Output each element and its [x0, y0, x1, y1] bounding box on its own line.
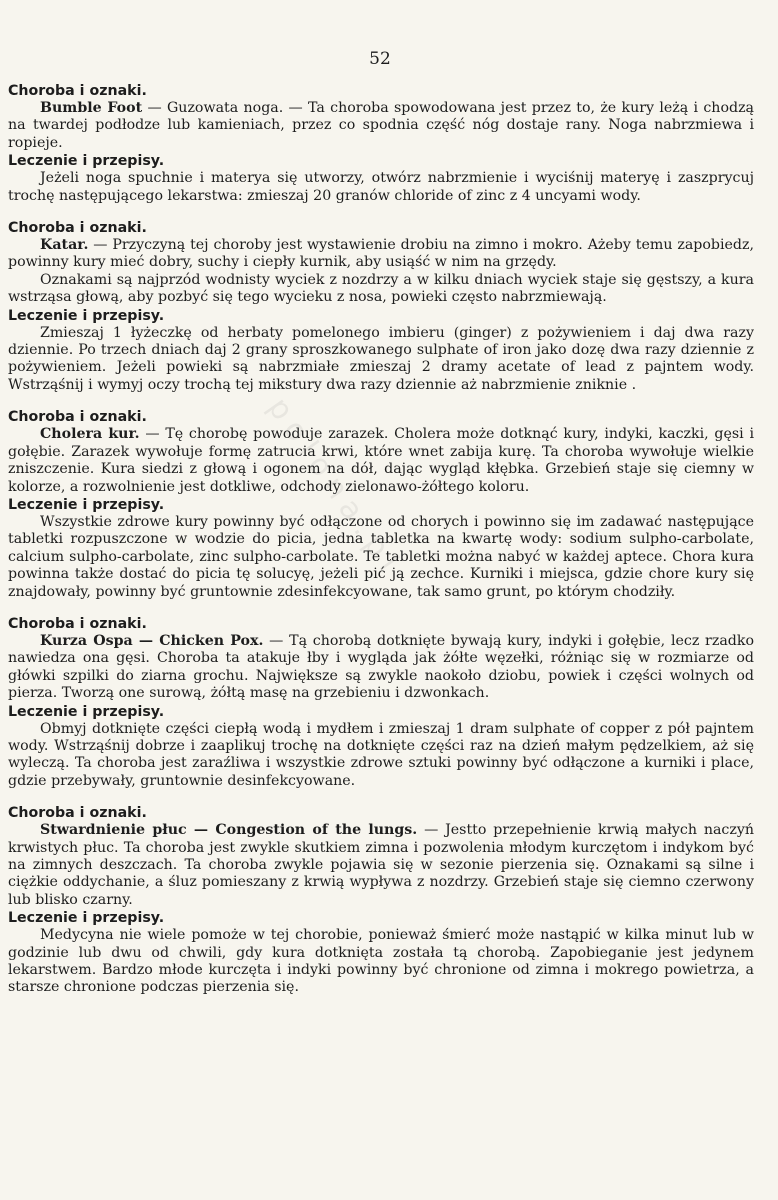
symptoms-paragraph: [8, 100, 754, 152]
page-body: [8, 82, 754, 1011]
page-number: 52: [369, 49, 391, 69]
paragraph-text: Oznakami są najprzód wodnisty wyciek z nozdrzy a w kilku dniach wyciek staje się gęstszy, a kura wstrząsa głową, aby pozbyć się tego wycieku z nosa, powieki często nabrzmiewają.: [8, 271, 754, 306]
disease-section: [8, 408, 754, 601]
disease-name: Stwardnienie płuc — Congestion of the lungs.: [40, 822, 418, 839]
disease-name: Bumble Foot: [40, 100, 143, 116]
section-heading: Choroba i oznaki.: [8, 409, 147, 426]
disease-section: [8, 804, 754, 997]
symptoms-paragraph: [8, 272, 754, 307]
paragraph-text: — Guzowata noga. — Ta choroba spowodowana jest przez to, że kury leżą i chodzą na twardej podłodze lub kamieniach, przez co spodnia część nóg dostaje rany. Noga nabrzmiewa i ropieje.: [8, 100, 755, 151]
paragraph-text: — Jestto przepełnienie krwią małych naczyń krwistych płuc. Ta choroba jest zwykle skutkiem zimna i pozwolenia młodym kurczętom i indykom być na zimnych deszczach. Ta choroba zwykle pojawia się w sezonie pierzenia się. Oznakami są silne i ciężkie oddychanie, a śluz pomieszany z krwią wypływa z nozdrzy. Grzebień staje się ciemno czerwony lub blisko czarny.: [8, 822, 754, 908]
symptoms-paragraph: [8, 633, 754, 703]
treatment-heading: Leczenie i przepisy.: [8, 703, 165, 720]
treatment-paragraph: Obmyj dotknięte części ciepłą wodą i mydłem i zmieszaj 1 dram sulphate of copper z pół pajntem wody. Wstrząśnij dobrze i zaaplikuj trochę na dotknięte części raz na dzień małym pędzelkiem, aż się wyleczą. Ta choroba jest zaraźliwa i wszystkie zdrowe sztuki powinny być odłączone a kurniki i place, gdzie przebywały, gruntownie desinfekcyowane.: [8, 720, 754, 789]
disease-name: Katar.: [40, 237, 89, 254]
treatment-heading: Leczenie i przepisy.: [8, 153, 165, 170]
disease-section: [8, 615, 754, 790]
symptoms-paragraph: [8, 822, 754, 909]
symptoms-paragraph: [8, 426, 754, 496]
disease-section: [8, 219, 754, 394]
paragraph-text: — Tę chorobę powoduje zarazek. Cholera może dotknąć kury, indyki, kaczki, gęsi i gołębie. Zarazek wywołuje formę zatrucia krwi, które wnet zabija kurę. Ta choroba wywołuje wielkie zniszczenie. Kura siedzi z głową i ogonem na dół, dając wygląd kłębka. Grzebień staje się ciemny w kolorze, a rozwolnienie jest dotkliwe, odchody zielonawo-żółtego koloru.: [8, 426, 754, 495]
section-heading: Choroba i oznaki.: [8, 805, 147, 822]
section-heading: Choroba i oznaki.: [8, 220, 147, 237]
treatment-paragraph: Zmieszaj 1 łyżeczkę od herbaty pomelonego imbieru (ginger) z pożywieniem i daj dwa razy dziennie. Po trzech dniach daj 2 grany sproszkowanego sulphate of iron jako dozę dwa razy dziennie z pożywieniem. Jeżeli powieki są nabrzmiałe zmieszaj 2 dramy acetate of lead z pajntem wody. Wstrząśnij i wymyj oczy trochą tej mikstury dwa razy dziennie aż nabrzmienie zniknie .: [8, 324, 754, 393]
treatment-paragraph: Wszystkie zdrowe kury powinny być odłączone od chorych i powinno się im zadawać następujące tabletki rozpuszczone w wodzie do picia, jedna tabletka na kwartę wody: sodium sulpho-carbolate, calcium sulpho-carbolate, zinc sulpho-carbolate. Te tabletki można nabyć w każdej aptece. Chora kura powinna także dostać do picia tę solucyę, jeżeli pić ją zechce. Kurniki i miejsca, gdzie chore kury się znajdowały, powinny być gruntownie zdesinfekcyowane, tak samo grunt, po którym chodziły.: [8, 513, 754, 600]
symptoms-paragraph: [8, 237, 754, 272]
section-heading: Choroba i oznaki.: [8, 615, 147, 632]
section-heading: Choroba i oznaki.: [8, 83, 147, 99]
watermark: polona.pl: [260, 391, 410, 584]
treatment-paragraph: Jeżeli noga spuchnie i materya się utworzy, otwórz nabrzmienie i wyciśnij materyę i zaszprycuj trochę następującego lekarstwa: zmieszaj 20 granów chloride of zinc z 4 uncyami wody.: [8, 170, 754, 204]
disease-section: [8, 82, 754, 205]
treatment-paragraph: Medycyna nie wiele pomoże w tej chorobie, ponieważ śmierć może nastąpić w kilka minut lub w godzinie lub dwu od chwili, gdy kura dotknięta została tą chorobą. Zapobieganie jest jedynem lekarstwem. Bardzo młode kurczęta i indyki powinny być chronione od zimna i mokrego powietrza, a starsze chronione podczas pierzenia się.: [8, 927, 754, 996]
disease-name: Kurza Ospa — Chicken Pox.: [40, 632, 264, 649]
treatment-heading: Leczenie i przepisy.: [8, 910, 165, 927]
disease-name: Cholera kur.: [40, 426, 140, 443]
treatment-heading: Leczenie i przepisy.: [8, 307, 165, 324]
treatment-heading: Leczenie i przepisy.: [8, 496, 165, 513]
paragraph-text: — Tą chorobą dotknięte bywają kury, indyki i gołębie, lecz rzadko nawiedza ona gęsi. Choroba ta atakuje łby i wygląda jak żółte węzełki, różniąc się w rozmiarze od główki szpilki do ziarna grochu. Największe są zwykle naokoło dziobu, powiek i części wolnych od pierza. Tworzą one surową, żółtą masę na grzebieniu i dzwonkach.: [8, 632, 754, 702]
paragraph-text: — Przyczyną tej choroby jest wystawienie drobiu na zimno i mokro. Ażeby temu zapobiedz, powinny kury mieć dobry, suchy i ciepły kurnik, aby usiąść w nim na grzędy.: [8, 237, 754, 271]
